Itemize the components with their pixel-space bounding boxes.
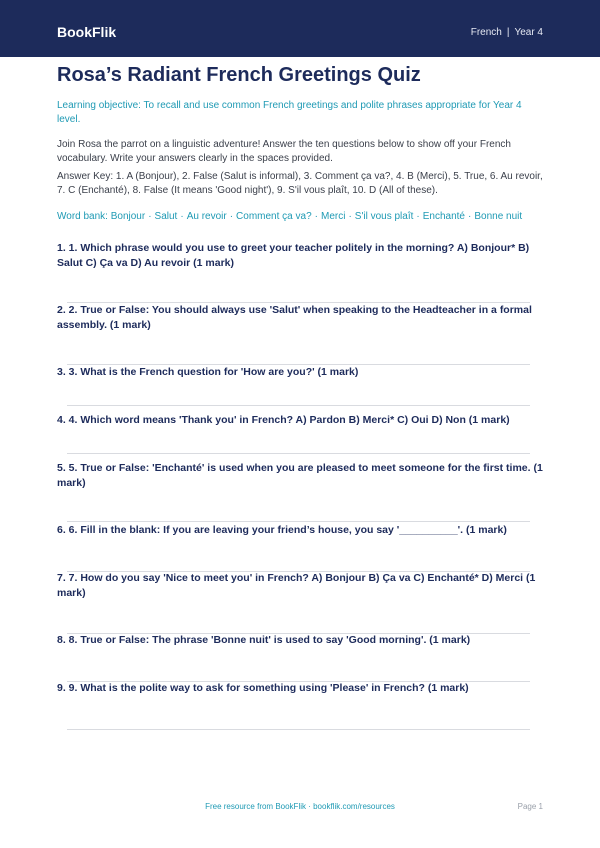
word-separator: · [148, 211, 152, 222]
year-tag: Year 4 [514, 27, 543, 38]
word-bank-word: S'il vous plaît [354, 211, 414, 222]
question-8: 8. 8. True or False: The phrase 'Bonne nuit' is used to say 'Good morning'. (1 mark) [57, 634, 471, 646]
word-separator: · [468, 211, 472, 222]
answer-line[interactable] [67, 405, 530, 406]
page-title: Rosa’s Radiant French Greetings Quiz [57, 64, 421, 86]
question-2: 2. 2. True or False: You should always use 'Salut' when speaking to the Headteacher in a formal assembly. (1 mark) [57, 304, 532, 331]
header-bar [0, 0, 600, 57]
subject-tag: French [470, 27, 502, 38]
subject-tags [471, 27, 543, 38]
word-separator: · [314, 211, 318, 222]
word-separator: · [348, 211, 352, 222]
word-bank-word: Enchanté [422, 211, 465, 222]
word-separator: · [180, 211, 184, 222]
answer-line[interactable] [67, 521, 530, 522]
word-bank-word: Salut [154, 211, 178, 222]
word-bank [57, 210, 547, 224]
question-3: 3. 3. What is the French question for 'How are you?' (1 mark) [57, 366, 359, 378]
word-separator: · [229, 211, 234, 222]
answer-line[interactable] [67, 453, 530, 454]
page-number: Page 1 [517, 802, 543, 811]
answer-line[interactable] [67, 729, 530, 730]
word-bank-word: Merci [320, 211, 346, 222]
footer-link[interactable]: Free resource from BookFlik · bookflik.com/resources [205, 802, 395, 811]
tag-separator: | [506, 27, 510, 38]
word-separator: · [416, 211, 420, 222]
answer-key: Answer Key: 1. A (Bonjour), 2. False (Salut is informal), 3. Comment ça va?, 4. B (Merci), 5. True, 6. Au revoir, 7. C (Enchanté), 8. False (It means 'Good night'), 9. S'il vous plaît, 10. D (All of these). [57, 171, 543, 196]
question-9: 9. 9. What is the polite way to ask for something using 'Please' in French? (1 mark) [57, 682, 469, 694]
word-bank-word: Au revoir [186, 211, 227, 222]
brand-logo: BookFlik [57, 24, 117, 40]
word-bank-word: Bonne nuit [474, 211, 523, 222]
intro-text: Join Rosa the parrot on a linguistic adventure! Answer the ten questions below to show off your French vocabulary. Write your answers clearly in the spaces provided. [57, 139, 511, 164]
word-bank-word: Comment ça va? [236, 211, 312, 222]
word-bank-word: Bonjour [110, 211, 146, 222]
question-1: 1. 1. Which phrase would you use to greet your teacher politely in the morning? A) Bonjour* B) Salut C) Ça va D) Au revoir (1 mark) [57, 242, 530, 269]
question-4: 4. 4. Which word means 'Thank you' in French? A) Pardon B) Merci* C) Oui D) Non (1 mark) [57, 414, 510, 426]
question-7: 7. 7. How do you say 'Nice to meet you' in French? A) Bonjour B) Ça va C) Enchanté* D) Merci (1 mark) [57, 572, 536, 599]
question-6: 6. 6. Fill in the blank: If you are leaving your friend’s house, you say '__________'. (1 mark) [57, 524, 507, 536]
learning-objective: Learning objective: To recall and use common French greetings and polite phrases appropriate for Year 4 level. [57, 100, 522, 125]
question-5: 5. 5. True or False: 'Enchanté' is used when you are pleased to meet someone for the first time. (1 mark) [57, 462, 543, 489]
word-bank-label: Word bank: [57, 211, 108, 222]
